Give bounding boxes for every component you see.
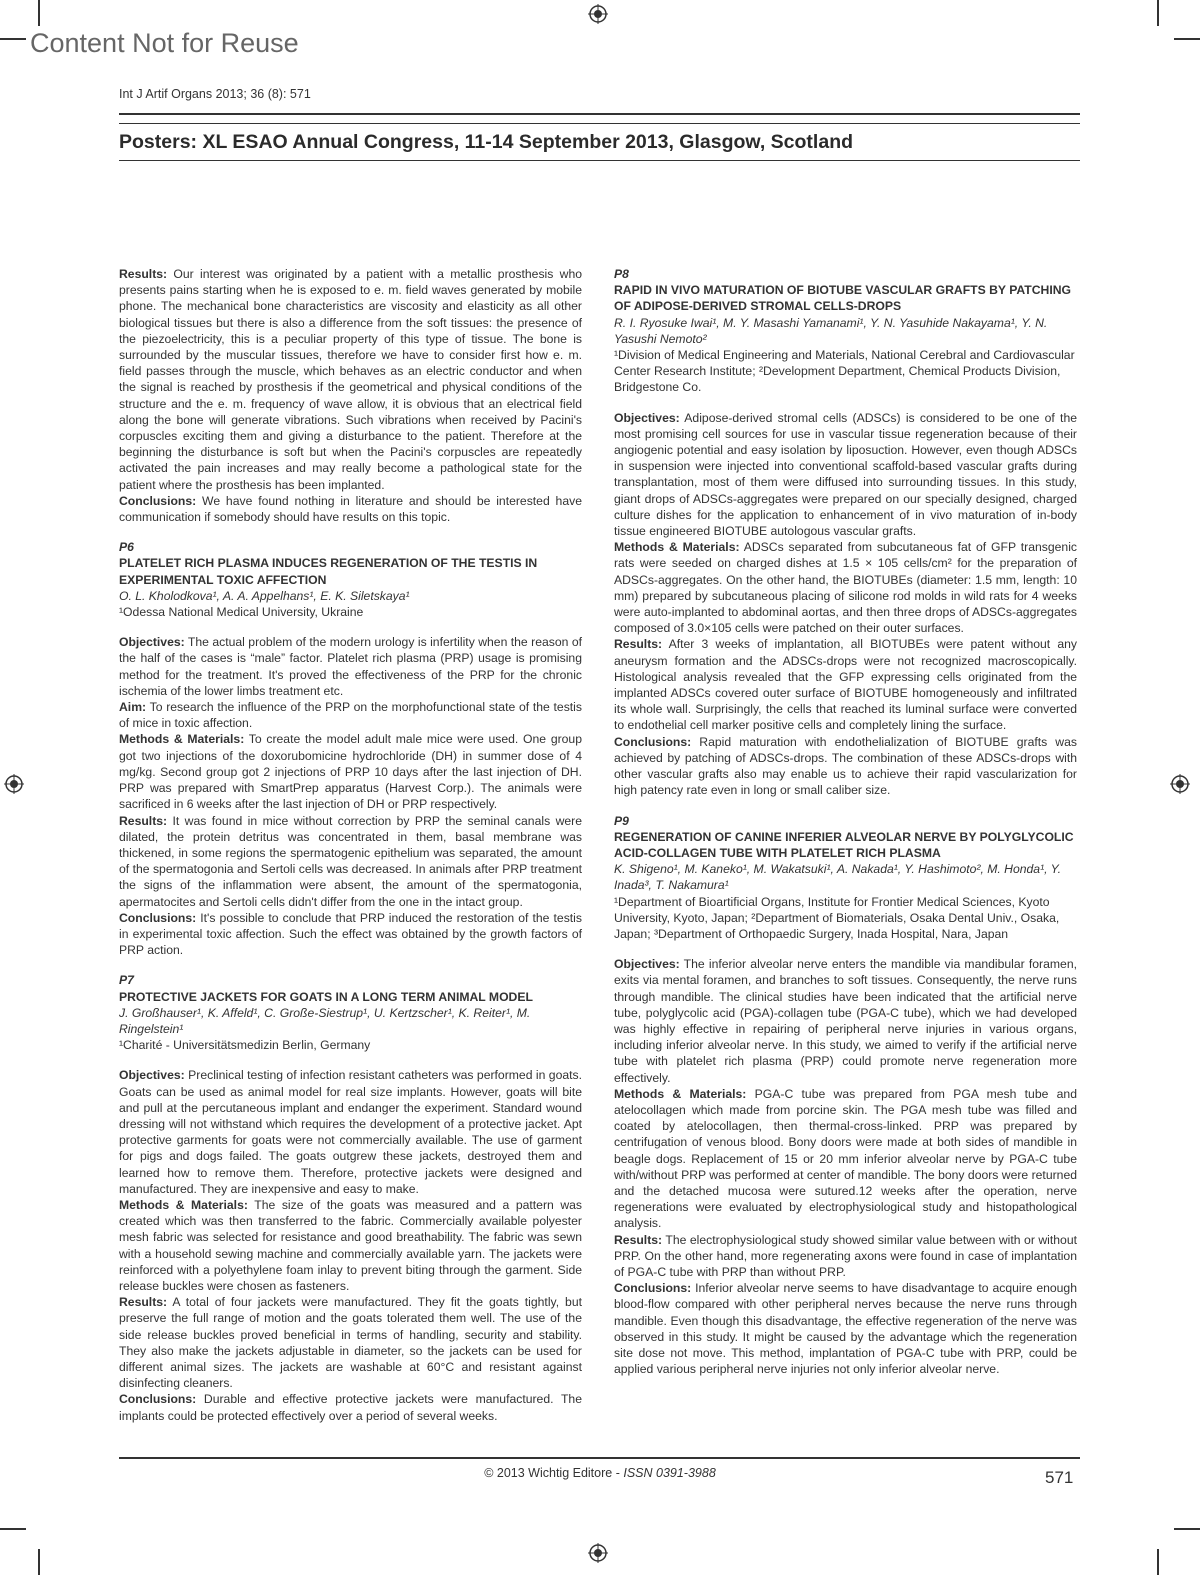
abstract-paragraph xyxy=(614,1280,1077,1377)
section-text: Durable and effective protective jackets were manufactured. The implants could be protected effectively over a period of several weeks. xyxy=(119,1392,582,1423)
header-rule-bottom xyxy=(119,160,1080,161)
section-label: Conclusions: xyxy=(614,734,692,749)
congress-title: Posters: XL ESAO Annual Congress, 11-14 September 2013, Glasgow, Scotland xyxy=(119,131,854,153)
section-text: Rapid maturation with endothelialization of BIOTUBE grafts was achieved by patching of ADSCs-drops. The combination of these ADSCs-drops with other vascular grafts also may enable us to achieve their rapid vascularization for high patency rate even in long or small caliber size. xyxy=(614,734,1077,798)
registration-mark-icon xyxy=(588,4,608,24)
crop-mark xyxy=(1174,1528,1200,1530)
poster-id: P6 xyxy=(119,540,134,555)
section-text: It's possible to conclude that PRP induced the restoration of the testis in experimental toxic affection. Such the effect was obtained by the growth factors of PRP action. xyxy=(119,910,582,958)
section-text: Our interest was originated by a patient with a metallic prosthesis who presents pains starting when he is exposed to e. m. field waves generated by mobile phone. The mechanical bone characteristics are viscosity and elasticity as all other biological tissues but there is also a difference from the soft tissues: the presence of the piezoelectricity, this is a peculiar property of this type of tissue. The bone is surrounded by the muscular tissues, therefore we have to consider first how e. m. field passes through the muscle, which behaves as an electric conductor and when the signal is reached by prosthesis if the geometrical and physical conditions of the structure and the e. m. frequency of wave allow, it is obvious that an electrical field along the bone will generate vibrations. Such vibrations when received by Pacini's corpuscles exciting them and giving a disturbance to the patient. Therefore at the beginning the disturbance is soft but when the Pacini's corpuscles are repeatedly activated the pain increases and may really become a pathological state for the patient where the prosthesis has been implanted. xyxy=(119,267,582,492)
conclusions-paragraph xyxy=(119,493,582,525)
abstract-paragraph xyxy=(614,636,1077,733)
section-text: After 3 weeks of implantation, all BIOTUBEs were patent without any aneurysm formation and the ADSCs-drops were not recognized macroscopically. Histological analysis revealed that the GFP expressing cells originated from the implanted ADSCs covered outer surface of BIOTUBE homogeneously and infiltrated its whole wall. Surprisingly, the cells that reached its luminal surface were converted to endothelial cell marker positive cells and completely lining the surface. xyxy=(614,637,1077,733)
section-text: The inferior alveolar nerve enters the mandible via mandibular foramen, exits via mental foramen, and branches to soft tissues. Consequently, the nerve runs through mandible. The clinical studies have been indicated that the artificial nerve tube, polyglycolic acid (PGA)-collagen tube (PGA-C tube), which we had developed was highly effective in repairing of peripheral nerve injuries in various organs, including inferior alveolar nerve. In this study, we aimed to verify if the artificial nerve tube with platelet rich plasma (PRP) could promote nerve regeneration more effectively. xyxy=(614,957,1077,1085)
page-number: 571 xyxy=(1045,1468,1074,1487)
registration-mark-icon xyxy=(588,1543,608,1563)
section-label: Conclusions: xyxy=(614,1281,692,1296)
section-label: Methods & Materials: xyxy=(614,540,740,555)
section-label: Objectives: xyxy=(614,957,680,972)
poster-affiliation: ¹Odessa National Medical University, Ukraine xyxy=(119,605,364,620)
section-label: Results: xyxy=(119,267,168,281)
abstract-paragraph xyxy=(119,813,582,910)
registration-mark-icon xyxy=(4,774,24,794)
abstract-paragraph xyxy=(119,731,582,812)
section-text: Adipose-derived stromal cells (ADSCs) is considered to be one of the most promising cell sources for use in vascular tissue regeneration because of their angiogenic potential and easy isolation by liposuction. However, even though ADSCs in suspension were injected into conventional scaffold-based vascular grafts during transplantation, most of them were diffused into surrounding tissues. In this study, giant drops of ADSCs-aggregates were prepared on our specially designed, charged culture dishes for the application to enhancement of in vivo maturation of in-body tissue engineered BIOTUBE autologous vascular grafts. xyxy=(614,410,1077,539)
crop-mark xyxy=(0,1528,26,1530)
section-text: The electrophysiological study showed similar value between with or without PRP. On the other hand, more regenerating axons were found in case of implantation of PGA-C tube with PRP than without PRP. xyxy=(614,1232,1077,1279)
poster-affiliation: ¹Division of Medical Engineering and Materials, National Cerebral and Cardiovascular Center Research Institute; ²Development Department, Chemical Products Division, Bridgestone Co. xyxy=(614,348,1075,395)
copyright-line xyxy=(0,1466,1200,1480)
section-text: PGA-C tube was prepared from PGA mesh tube and atelocollagen which made from porcine skin. The PGA mesh tube was filled and coated by atelocollagen, then thermal-cross-linked. PRP was prepared by centrifugation of venous blood. Bony doors were made at both sides of mandible in beagle dogs. Replacement of 15 or 20 mm inferior alveolar nerve by PGA-C tube with/without PRP was performed at center of mandible. The bony doors were returned and the detached mucosa were sutured.12 weeks after the operation, nerve regenerations were evaluated by electrophysiological study and histopathological analysis. xyxy=(614,1086,1077,1231)
section-text: The actual problem of the modern urology is infertility when the reason of the half of the cases is “male” factor. Platelet rich plasma (PRP) usage is promising method for the treatment. It's proved the effectiveness of the PRP for the chronic ischemia of the lower limbs treatment etc. xyxy=(119,635,582,698)
section-label: Objectives: xyxy=(119,1068,185,1083)
left-column xyxy=(119,266,582,1424)
journal-citation: Int J Artif Organs 2013; 36 (8): 571 xyxy=(119,87,311,101)
section-label: Conclusions: xyxy=(119,493,197,508)
abstract-paragraph xyxy=(119,634,582,699)
section-text: A total of four jackets were manufactured. They fit the goats tightly, but preserve the full range of motion and the goats tolerated them well. The use of the side release buckles proved beneficial in terms of handling, security and stability. They also make the jackets adjustable in diameter, so the jackets can be used for different animal sizes. The jackets are washable at 60°C and resistant against disinfecting cleaners. xyxy=(119,1295,582,1391)
abstract-paragraph xyxy=(119,1197,582,1294)
header-rule-second xyxy=(119,123,1080,124)
section-text: We have found nothing in literature and should be interested have communication if somebody should have results on this topic. xyxy=(119,493,582,525)
poster-authors: O. L. Kholodkova¹, A. A. Appelhans¹, E. K. Siletskaya¹ xyxy=(119,588,410,603)
footer-rule xyxy=(119,1457,1080,1459)
crop-mark xyxy=(1157,0,1159,26)
section-label: Results: xyxy=(119,813,168,828)
poster-title: REGENERATION OF CANINE INFERIER ALVEOLAR NERVE BY POLYGLYCOLIC ACID-COLLAGEN TUBE WITH PLATELET RICH PLASMA xyxy=(614,829,1074,860)
abstract-paragraph xyxy=(614,956,1077,1086)
abstract-paragraph xyxy=(614,1232,1077,1281)
abstract-paragraph xyxy=(119,1067,582,1197)
section-label: Objectives: xyxy=(614,410,680,425)
crop-mark xyxy=(38,1549,40,1575)
section-text: It was found in mice without correction by PRP the seminal canals were dilated, the protein detritus was concentrated in them, basal membrane was thickened, in some regions the spermatogenic epithelium was separated, the amount of the spermatogonia and Sertoli cells was decreased. In animals after PRP treatment the signs of the inflammation were absent, the amount of the spermatogonia, apermatocites and Sertoli cells didn't differ from the one in the intact group. xyxy=(119,813,582,909)
registration-mark-icon xyxy=(1170,774,1190,794)
abstract-paragraph xyxy=(119,1391,582,1423)
section-text: The size of the goats was measured and a pattern was created which was then transferred to the fabric. Commercially available polyester mesh fabric was selected for resistance and good breathability. The fabric was sewn with a household sewing machine and commercially available yarn. The jackets were reinforced with a polyethylene foam inlay to prevent biting through the garment. Side release buckles were chosen as fasteners. xyxy=(119,1197,583,1293)
poster-authors: R. I. Ryosuke Iwai¹, M. Y. Masashi Yamanami¹, Y. N. Yasuhide Nakayama¹, Y. N. Yasushi Nemoto² xyxy=(614,315,1048,346)
poster-title: RAPID IN VIVO MATURATION OF BIOTUBE VASCULAR GRAFTS BY PATCHING OF ADIPOSE-DERIVED STROMAL CELLS-DROPS xyxy=(614,283,1072,314)
poster-title: PROTECTIVE JACKETS FOR GOATS IN A LONG TERM ANIMAL MODEL xyxy=(119,989,533,1004)
right-column xyxy=(614,266,1077,1377)
abstract-paragraph xyxy=(119,699,582,731)
poster-affiliation: ¹Department of Bioartificial Organs, Institute for Frontier Medical Sciences, Kyoto University, Kyoto, Japan; ²Department of Biomaterials, Osaka Dental Univ., Osaka, Japan; ³Department of Orthopaedic Surgery, Inada Hospital, Nara, Japan xyxy=(614,894,1060,941)
issn-text: ISSN 0391-3988 xyxy=(623,1466,716,1480)
section-text: To create the model adult male mice were used. One group got two injections of the doxorubomicine hydrochloride (DH) in summer dose of 4 mg/kg. Second group got 2 injections of PRP 10 days after the last injection of DH. PRP was prepared with SmartPrep apparatus (Harvest Corp.). The animals were sacrificed in 6 weeks after the last injection of DH or PRP respectively. xyxy=(119,732,582,812)
section-label: Results: xyxy=(119,1295,168,1310)
section-text: ADSCs separated from subcutaneous fat of GFP transgenic rats were seeded on charged dishes at 1.5 × 105 cells/cm² for the preparation of ADSCs-aggregates. On the other hand, the BIOTUBEs (diameter: 1.5 mm, length: 10 mm) prepared by subcutaneous placing of silicone rod molds in wild rats for 4 weeks were auto-implanted to abdominal aortas, and then three drops of ADSCs-aggregates composed of 3.0×105 cells were patched on their outer surfaces. xyxy=(614,540,1077,636)
abstract-paragraph xyxy=(119,910,582,959)
poster-title: PLATELET RICH PLASMA INDUCES REGENERATION OF THE TESTIS IN EXPERIMENTAL TOXIC AFFECTION xyxy=(119,556,538,587)
poster-id: P7 xyxy=(119,973,134,988)
section-label: Results: xyxy=(614,637,663,652)
section-label: Methods & Materials: xyxy=(119,732,245,747)
section-label: Conclusions: xyxy=(119,910,197,925)
abstract-paragraph xyxy=(614,539,1077,636)
abstract-paragraph xyxy=(614,734,1077,799)
section-label: Results: xyxy=(614,1232,663,1247)
poster-id: P9 xyxy=(614,813,629,828)
poster-authors: J. Großhauser¹, K. Affeld¹, C. Große-Siestrup¹, U. Kertzscher¹, K. Reiter¹, M. Ringelstein¹ xyxy=(119,1005,531,1036)
crop-mark xyxy=(1174,38,1200,40)
crop-mark xyxy=(0,38,26,40)
section-label: Conclusions: xyxy=(119,1392,197,1407)
poster-affiliation: ¹Charité - Universitätsmedizin Berlin, Germany xyxy=(119,1038,371,1053)
poster-id: P8 xyxy=(614,267,629,281)
section-text: Preclinical testing of infection resistant catheters was performed in goats. Goats can be used as animal model for real size implants. However, goats will bite and pull at the percutaneous implant and endanger the experiment. Standard wound dressing will not withstand which requires the development of a protective jacket. Apt protective garments for goats were not commercially available. The use of garment for pigs and dogs failed. The goats outgrew these jackets, destroyed them and learned how to remove them. Therefore, protective jackets were designed and manufactured. They are inexpensive and easy to make. xyxy=(119,1068,582,1196)
poster-authors: K. Shigeno¹, M. Kaneko¹, M. Wakatsuki¹, A. Nakada¹, Y. Hashimoto², M. Honda¹, Y. Inada³, T. Nakamura¹ xyxy=(614,862,1062,893)
abstract-paragraph xyxy=(614,410,1077,540)
crop-mark xyxy=(1157,1549,1159,1575)
section-label: Aim: xyxy=(119,700,147,715)
section-label: Methods & Materials: xyxy=(614,1086,747,1101)
abstract-paragraph xyxy=(119,1294,582,1391)
abstract-paragraph xyxy=(614,1086,1077,1232)
section-text: Inferior alveolar nerve seems to have disadvantage to acquire enough blood-flow compared with other peripheral nerves because the nerve runs through mandible. Even though this disadvantage, the effective regeneration of the nerve was observed in this study. It might be caused by the advantage which the regeneration site dose not move. This method, implantation of PGA-C tube with PRP, could be applied various peripheral nerve injuries not only inferior alveolar nerve. xyxy=(614,1281,1077,1377)
watermark: Content Not for Reuse xyxy=(30,28,299,58)
section-label: Methods & Materials: xyxy=(119,1197,248,1212)
section-label: Objectives: xyxy=(119,635,185,650)
crop-mark xyxy=(38,0,40,26)
copyright-text: © 2013 Wichtig Editore - xyxy=(484,1466,624,1480)
header-rule-top xyxy=(119,113,1080,115)
section-text: To research the influence of the PRP on the morphofunctional state of the testis of mice in toxic affection. xyxy=(119,700,582,731)
results-paragraph xyxy=(119,266,582,493)
